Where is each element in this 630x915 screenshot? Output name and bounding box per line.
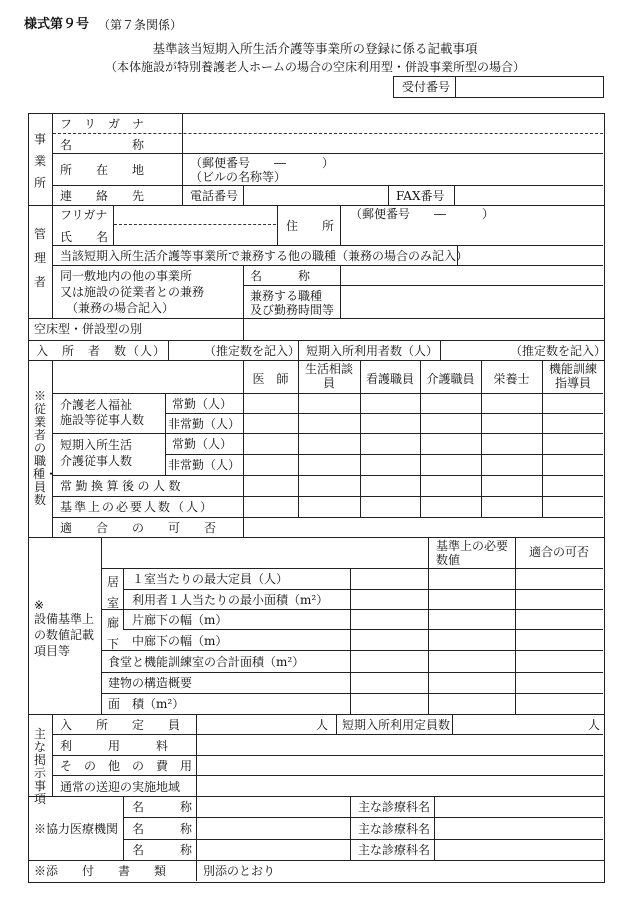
- manager-address-field[interactable]: [342, 223, 602, 244]
- attachment-label: ※添 付 書 類: [34, 864, 167, 878]
- other-office-duty-label-2: 及び勤務時間等: [250, 303, 335, 317]
- office-name-label: 名 称: [60, 138, 145, 152]
- other-office-label-3: （兼務の場合記入）: [66, 301, 175, 315]
- receipt-number-field[interactable]: [458, 78, 600, 96]
- manager-name-label: 氏 名: [60, 230, 109, 244]
- staff-col-trainer: 機能訓練指導員: [548, 362, 597, 390]
- office-tel-field[interactable]: [245, 187, 385, 204]
- type-field[interactable]: [245, 320, 602, 339]
- manager-concurrent-duty-field[interactable]: [459, 247, 602, 264]
- residents-note: （推定数を記入）: [204, 344, 301, 358]
- office-building-text: （ビルの名称等）: [190, 170, 287, 184]
- facility-col-conformity: 適合の可否: [528, 545, 589, 559]
- staff-conformity-field[interactable]: [245, 519, 602, 536]
- short-capacity-unit: 人: [588, 718, 601, 732]
- staff-group1-label-2: 施設等従事人数: [60, 413, 145, 427]
- medical-dept-label-1: 主な診療科名: [358, 800, 431, 814]
- facility-section-label-1: ※: [34, 598, 45, 612]
- staff-col-nutritionist: 栄養士: [493, 372, 530, 386]
- other-office-label-2: 又は施設の従業者との兼務: [60, 285, 205, 299]
- manager-section-label: 管理者: [33, 227, 46, 289]
- manager-postal-text: （郵便番号 ― ）: [350, 207, 495, 221]
- medical-dept-label-2: 主な診療科名: [358, 822, 431, 836]
- office-tel-label: 電話番号: [190, 189, 239, 203]
- facility-room-max: １室当たりの最大定員（人）: [132, 572, 289, 586]
- facility-dining: 食堂と機能訓練室の合計面積（m²）: [108, 655, 305, 669]
- staff-conformity-label: 適 合 の 可 否: [60, 521, 217, 535]
- main-capacity-label: 入 所 定 員: [60, 718, 181, 732]
- facility-room-area: 利用者１人当たりの最小面積（m²）: [132, 593, 329, 607]
- facility-section-label-3: の数値記載: [34, 628, 95, 642]
- staff-required-label: 基準上の必要人数（人）: [60, 500, 215, 514]
- fee-label: 利 用 料: [60, 739, 169, 753]
- short-users-note: （推定数を記入）: [510, 344, 607, 358]
- staff-col-caregiver: 介護職員: [426, 372, 475, 386]
- medical-name-label-1: 名 称: [132, 800, 193, 814]
- page-subtitle: （本体施設が特別養護老人ホームの場合の空床利用型・併設事業所型の場合）: [104, 60, 525, 74]
- type-label: 空床型・併設型の別: [34, 322, 143, 336]
- office-name-field[interactable]: [184, 135, 602, 152]
- main-items-section-label: 主な掲示事項: [33, 727, 46, 806]
- other-cost-label: そ の 他 の 費 用: [60, 759, 193, 773]
- facility-corridor-label: 廊下: [106, 616, 119, 651]
- other-office-duty-label-1: 兼務する職種: [250, 289, 323, 303]
- office-fax-label: FAX番号: [396, 189, 445, 203]
- office-furigana-label: フ リ ガ ナ: [60, 117, 145, 131]
- transport-label: 通常の送迎の実施地域: [60, 780, 181, 794]
- other-office-name-label: 名 称: [250, 269, 311, 283]
- medical-name-label-3: 名 称: [132, 843, 193, 857]
- staff-col-doctor: 医 師: [252, 372, 289, 386]
- staff-group1-label-1: 介護老人福祉: [60, 398, 133, 412]
- manager-furigana-field[interactable]: [115, 207, 275, 223]
- manager-address-label: 住 所: [286, 219, 335, 233]
- staff-group2-fulltime: 常勤（人）: [172, 437, 233, 451]
- medical-dept-label-3: 主な診療科名: [358, 843, 431, 857]
- facility-section-label-4: 項目等: [34, 644, 71, 658]
- staff-fte-label: 常勤換算後の人数: [60, 479, 185, 493]
- office-furigana-field[interactable]: [184, 115, 602, 133]
- office-contact-label: 連 絡 先: [60, 189, 145, 203]
- office-address-label: 所 在 地: [60, 163, 145, 177]
- main-capacity-unit: 人: [316, 718, 329, 732]
- facility-single-side: 片廊下の幅（m）: [132, 613, 228, 627]
- other-office-name-field[interactable]: [342, 267, 602, 284]
- manager-name-field[interactable]: [115, 227, 275, 244]
- office-postal-text: （郵便番号 ― ）: [190, 156, 335, 170]
- residents-label: 入 所 者 数（人）: [36, 344, 167, 358]
- form-number: 様式第９号: [24, 17, 90, 32]
- facility-area: 面 積（m²）: [108, 697, 185, 711]
- staff-col-nurse: 看護職員: [365, 372, 414, 386]
- staff-group2-label-2: 介護従事人数: [60, 454, 133, 468]
- short-capacity-label: 短期入所利用定員数: [342, 718, 451, 732]
- manager-furigana-label: フリガナ: [60, 208, 108, 222]
- manager-concurrent-duty-label: 当該短期入所生活介護等事業所で兼務する他の職種（兼務の場合のみ記入）: [60, 249, 469, 263]
- staff-group1-fulltime: 常勤（人）: [172, 397, 233, 411]
- short-users-label: 短期入所利用者数（人）: [306, 344, 439, 358]
- medical-name-label-2: 名 称: [132, 822, 193, 836]
- form-article: （第７条関係）: [98, 18, 183, 32]
- other-office-duty-field[interactable]: [342, 287, 602, 317]
- receipt-label: 受付番号: [402, 80, 451, 94]
- staff-group2-parttime: 非常勤（人）: [168, 458, 241, 472]
- medical-section-label: ※協力医療機関: [34, 822, 119, 836]
- facility-section-label-2: 設備基準上: [34, 612, 95, 626]
- office-section-label: 事業所: [33, 132, 46, 190]
- facility-room-label: 居室: [106, 575, 119, 610]
- office-fax-field[interactable]: [456, 187, 602, 204]
- staff-section-label: ※従業者の職種・員数: [33, 389, 58, 507]
- staff-group2-label-1: 短期入所生活: [60, 438, 133, 452]
- other-office-label-1: 同一敷地内の他の事業所: [60, 269, 193, 283]
- facility-col-required: 基準上の必要数値: [436, 539, 509, 567]
- facility-middle: 中廊下の幅（m）: [132, 634, 228, 648]
- facility-structure: 建物の構造概要: [108, 676, 193, 690]
- staff-col-counselor: 生活相談員: [304, 362, 353, 390]
- page-title: 基準該当短期入所生活介護等事業所の登録に係る記載事項: [152, 41, 478, 56]
- attachment-value: 別添のとおり: [203, 864, 276, 878]
- staff-group1-parttime: 非常勤（人）: [168, 417, 241, 431]
